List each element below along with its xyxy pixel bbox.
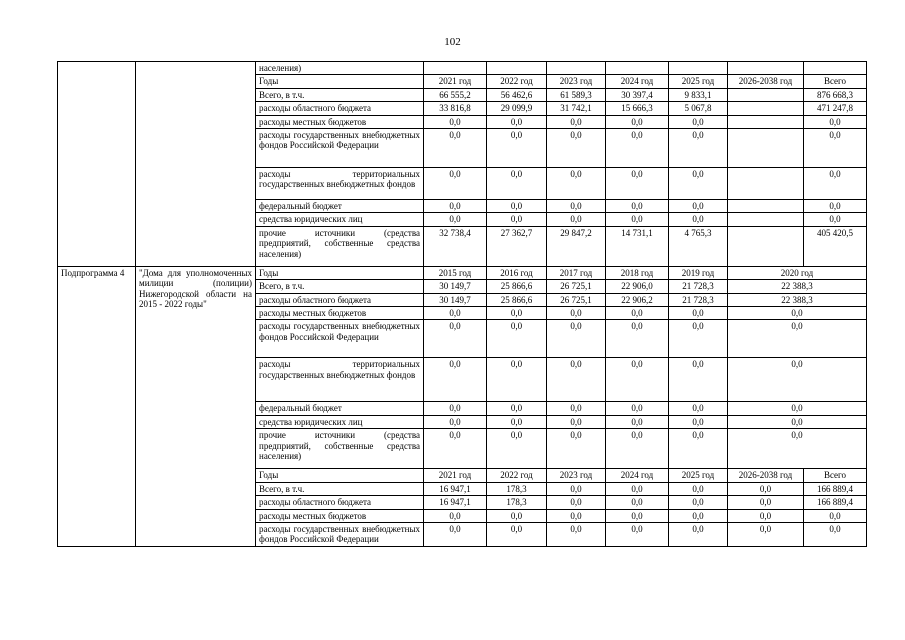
value-cell: 178,3 (487, 482, 547, 495)
row-label: средства юридических лиц (256, 415, 424, 428)
value-cell: 22 906,2 (606, 293, 669, 306)
value-cell: 30 149,7 (424, 293, 487, 306)
value-cell: 0,0 (669, 307, 728, 320)
year-header: Всего (804, 75, 867, 88)
value-cell: 0,0 (669, 496, 728, 509)
year-header: 2023 год (547, 469, 606, 482)
value-cell: 0,0 (487, 320, 547, 358)
years-label: Годы (256, 75, 424, 88)
row-label: расходы государственных внебюджетных фондов Российской Федерации (256, 320, 424, 358)
value-cell: 0,0 (606, 496, 669, 509)
value-cell: 0,0 (606, 509, 669, 522)
value-cell: 0,0 (804, 213, 867, 226)
value-cell: 0,0 (669, 213, 728, 226)
value-cell: 0,0 (424, 509, 487, 522)
row-label: прочие источники (средства предприятий, собственные средства населения) (256, 226, 424, 266)
value-cell: 0,0 (424, 358, 487, 402)
value-cell: 178,3 (487, 496, 547, 509)
value-cell: 0,0 (728, 415, 867, 428)
value-cell: 0,0 (547, 522, 606, 546)
value-cell: 0,0 (487, 402, 547, 415)
value-cell: 0,0 (728, 358, 867, 402)
value-cell: 0,0 (606, 200, 669, 213)
value-cell: 0,0 (547, 358, 606, 402)
blank-cell (728, 62, 804, 75)
value-cell: 0,0 (804, 200, 867, 213)
value-cell: 0,0 (424, 415, 487, 428)
row-label: расходы государственных внебюджетных фондов Российской Федерации (256, 129, 424, 168)
value-cell (728, 168, 804, 200)
value-cell: 0,0 (424, 200, 487, 213)
year-header: 2025 год (669, 469, 728, 482)
value-cell: 25 866,6 (487, 280, 547, 293)
value-cell: 29 847,2 (547, 226, 606, 266)
years-label: Годы (256, 469, 424, 482)
value-cell: 66 555,2 (424, 88, 487, 101)
value-cell: 876 668,3 (804, 88, 867, 101)
value-cell: 405 420,5 (804, 226, 867, 266)
value-cell: 0,0 (669, 522, 728, 546)
value-cell: 5 067,8 (669, 102, 728, 115)
value-cell: 0,0 (547, 429, 606, 469)
value-cell: 26 725,1 (547, 293, 606, 306)
value-cell (728, 213, 804, 226)
value-cell: 0,0 (487, 307, 547, 320)
value-cell: 0,0 (728, 482, 804, 495)
value-cell (728, 226, 804, 266)
value-cell: 0,0 (547, 129, 606, 168)
year-header: 2021 год (424, 75, 487, 88)
row-label: Всего, в т.ч. (256, 482, 424, 495)
value-cell: 0,0 (547, 115, 606, 128)
value-cell: 0,0 (487, 429, 547, 469)
value-cell: 0,0 (547, 509, 606, 522)
value-cell: 0,0 (669, 129, 728, 168)
value-cell: 0,0 (669, 482, 728, 495)
value-cell: 0,0 (424, 522, 487, 546)
value-cell: 0,0 (487, 115, 547, 128)
value-cell: 0,0 (728, 429, 867, 469)
table-row (58, 62, 867, 75)
value-cell: 0,0 (606, 307, 669, 320)
year-header: 2022 год (487, 75, 547, 88)
value-cell: 0,0 (547, 482, 606, 495)
value-cell: 0,0 (547, 168, 606, 200)
value-cell: 0,0 (728, 496, 804, 509)
value-cell: 0,0 (728, 522, 804, 546)
value-cell: 27 362,7 (487, 226, 547, 266)
value-cell: 56 462,6 (487, 88, 547, 101)
value-cell: 0,0 (669, 200, 728, 213)
value-cell: 32 738,4 (424, 226, 487, 266)
value-cell: 0,0 (669, 402, 728, 415)
subprogram-name: Подпрограмма 4 (58, 266, 136, 546)
value-cell: 0,0 (424, 402, 487, 415)
year-header: 2018 год (606, 266, 669, 279)
year-header: 2026-2038 год (728, 75, 804, 88)
value-cell: 0,0 (487, 200, 547, 213)
year-header: 2016 год (487, 266, 547, 279)
value-cell: 0,0 (487, 213, 547, 226)
value-cell: 21 728,3 (669, 280, 728, 293)
value-cell: 0,0 (804, 509, 867, 522)
value-cell: 0,0 (606, 115, 669, 128)
value-cell: 29 099,9 (487, 102, 547, 115)
blank-cell (804, 62, 867, 75)
blank-cell (136, 62, 256, 267)
value-cell: 0,0 (669, 358, 728, 402)
year-header: 2022 год (487, 469, 547, 482)
value-cell: 33 816,8 (424, 102, 487, 115)
value-cell: 0,0 (424, 168, 487, 200)
row-label: расходы местных бюджетов (256, 115, 424, 128)
value-cell: 0,0 (487, 415, 547, 428)
row-label: средства юридических лиц (256, 213, 424, 226)
row-label: Всего, в т.ч. (256, 88, 424, 101)
value-cell: 0,0 (606, 213, 669, 226)
value-cell: 0,0 (728, 402, 867, 415)
funding-table (57, 61, 867, 547)
year-header: 2025 год (669, 75, 728, 88)
value-cell (728, 102, 804, 115)
value-cell: 0,0 (424, 115, 487, 128)
blank-cell (669, 62, 728, 75)
year-header: 2021 год (424, 469, 487, 482)
value-cell: 0,0 (606, 429, 669, 469)
value-cell (728, 129, 804, 168)
blank-cell (606, 62, 669, 75)
year-header: 2015 год (424, 266, 487, 279)
row-label: расходы территориальных государственных внебюджетных фондов (256, 358, 424, 402)
value-cell: 0,0 (606, 402, 669, 415)
year-header: 2026-2038 год (728, 469, 804, 482)
row-label: населения) (256, 62, 424, 75)
value-cell: 0,0 (487, 509, 547, 522)
row-label: расходы государственных внебюджетных фондов Российской Федерации (256, 522, 424, 546)
value-cell: 471 247,8 (804, 102, 867, 115)
value-cell: 166 889,4 (804, 496, 867, 509)
table-row (58, 266, 867, 279)
value-cell: 22 388,3 (728, 293, 867, 306)
value-cell: 0,0 (728, 307, 867, 320)
value-cell: 0,0 (669, 320, 728, 358)
row-label: федеральный бюджет (256, 200, 424, 213)
value-cell: 0,0 (669, 115, 728, 128)
value-cell: 4 765,3 (669, 226, 728, 266)
value-cell: 0,0 (424, 320, 487, 358)
value-cell: 0,0 (606, 320, 669, 358)
year-header: 2020 год (728, 266, 867, 279)
value-cell: 0,0 (804, 129, 867, 168)
row-label: прочие источники (средства предприятий, собственные средства населения) (256, 429, 424, 469)
value-cell: 0,0 (804, 115, 867, 128)
value-cell: 22 906,0 (606, 280, 669, 293)
value-cell: 0,0 (728, 509, 804, 522)
value-cell: 0,0 (487, 358, 547, 402)
value-cell: 0,0 (487, 522, 547, 546)
row-label: расходы областного бюджета (256, 293, 424, 306)
value-cell: 22 388,3 (728, 280, 867, 293)
value-cell: 30 397,4 (606, 88, 669, 101)
row-label: расходы областного бюджета (256, 496, 424, 509)
value-cell: 0,0 (547, 213, 606, 226)
row-label: расходы местных бюджетов (256, 307, 424, 320)
value-cell: 0,0 (606, 168, 669, 200)
value-cell: 0,0 (424, 213, 487, 226)
value-cell: 0,0 (547, 320, 606, 358)
value-cell: 25 866,6 (487, 293, 547, 306)
value-cell: 0,0 (606, 358, 669, 402)
value-cell: 0,0 (606, 129, 669, 168)
value-cell: 0,0 (547, 402, 606, 415)
value-cell: 0,0 (804, 168, 867, 200)
value-cell: 0,0 (669, 168, 728, 200)
subprogram-title: "Дома для уполномоченных милиции (полиции) Нижегородской области на 2015 - 2022 годы" (136, 266, 256, 546)
year-header: 2019 год (669, 266, 728, 279)
value-cell: 0,0 (606, 482, 669, 495)
year-header: 2024 год (606, 469, 669, 482)
value-cell: 16 947,1 (424, 482, 487, 495)
value-cell: 0,0 (728, 320, 867, 358)
row-label: федеральный бюджет (256, 402, 424, 415)
year-header: 2017 год (547, 266, 606, 279)
page-number: 102 (444, 36, 461, 48)
year-header: Всего (804, 469, 867, 482)
value-cell: 166 889,4 (804, 482, 867, 495)
value-cell: 26 725,1 (547, 280, 606, 293)
value-cell: 9 833,1 (669, 88, 728, 101)
blank-cell (424, 62, 487, 75)
row-label: расходы местных бюджетов (256, 509, 424, 522)
value-cell: 0,0 (424, 429, 487, 469)
value-cell: 0,0 (487, 168, 547, 200)
value-cell (728, 115, 804, 128)
year-header: 2023 год (547, 75, 606, 88)
value-cell: 0,0 (606, 522, 669, 546)
row-label: Всего, в т.ч. (256, 280, 424, 293)
value-cell: 0,0 (669, 429, 728, 469)
value-cell (728, 88, 804, 101)
value-cell: 14 731,1 (606, 226, 669, 266)
row-label: расходы областного бюджета (256, 102, 424, 115)
value-cell: 0,0 (669, 415, 728, 428)
year-header: 2024 год (606, 75, 669, 88)
blank-cell (58, 62, 136, 267)
value-cell: 30 149,7 (424, 280, 487, 293)
value-cell (728, 200, 804, 213)
value-cell: 0,0 (547, 200, 606, 213)
value-cell: 0,0 (606, 415, 669, 428)
value-cell: 0,0 (424, 129, 487, 168)
row-label: расходы территориальных государственных внебюджетных фондов (256, 168, 424, 200)
value-cell: 0,0 (487, 129, 547, 168)
value-cell: 61 589,3 (547, 88, 606, 101)
value-cell: 0,0 (669, 509, 728, 522)
value-cell: 21 728,3 (669, 293, 728, 306)
value-cell: 0,0 (547, 307, 606, 320)
value-cell: 0,0 (547, 415, 606, 428)
blank-cell (487, 62, 547, 75)
blank-cell (547, 62, 606, 75)
value-cell: 16 947,1 (424, 496, 487, 509)
value-cell: 0,0 (424, 307, 487, 320)
value-cell: 31 742,1 (547, 102, 606, 115)
value-cell: 0,0 (547, 496, 606, 509)
value-cell: 0,0 (804, 522, 867, 546)
years-label: Годы (256, 266, 424, 279)
value-cell: 15 666,3 (606, 102, 669, 115)
